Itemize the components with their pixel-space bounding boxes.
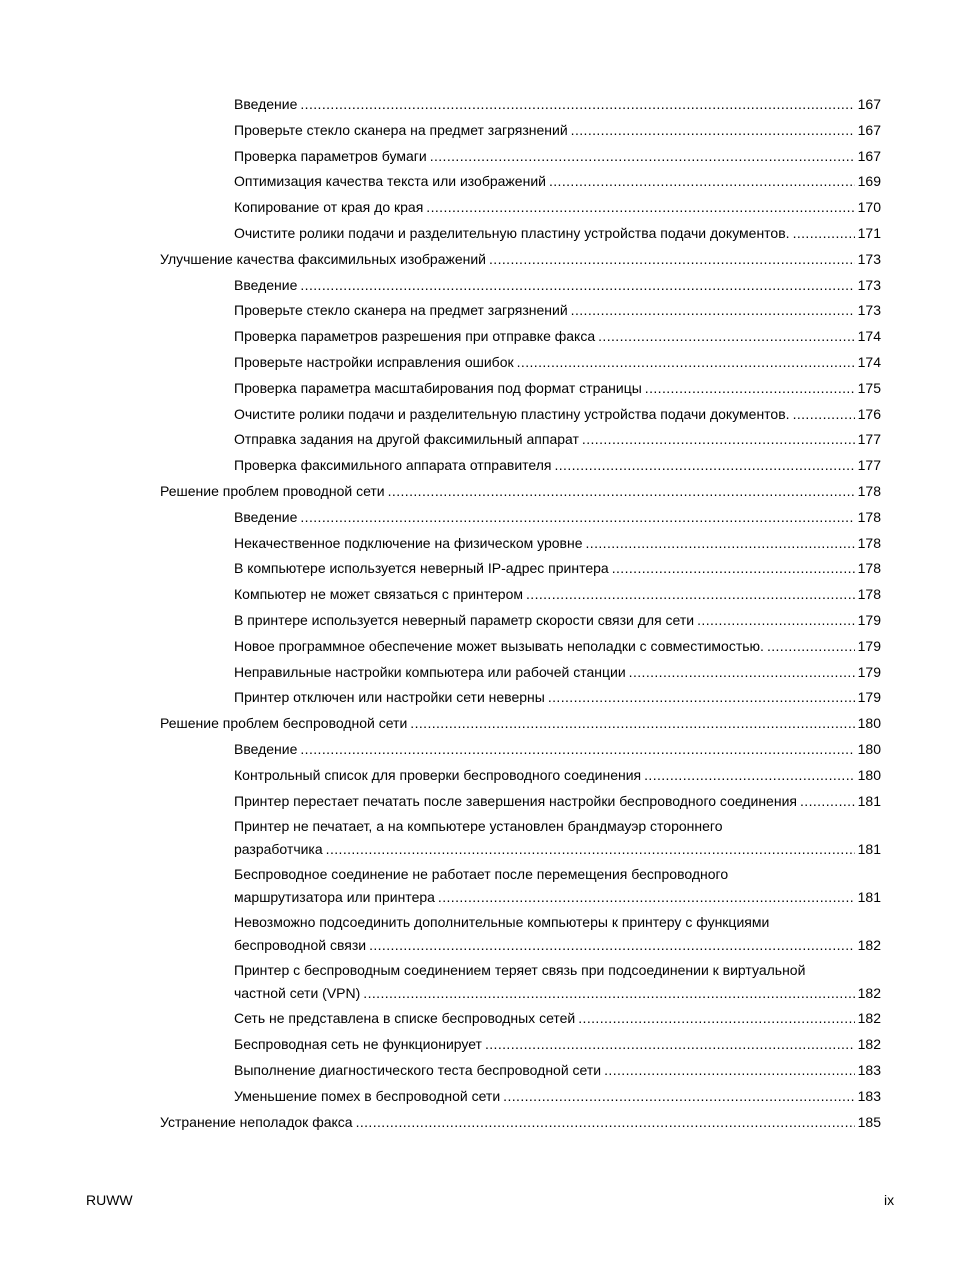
toc-entry — [0, 1007, 954, 1033]
toc-page-number: 174 — [857, 353, 881, 370]
toc-dot-leader — [793, 403, 855, 426]
toc-entry-title: Компьютер не может связаться с принтером — [234, 586, 523, 603]
toc-entry — [0, 428, 954, 454]
toc-entry — [0, 299, 954, 325]
toc-dot-leader — [793, 222, 855, 245]
toc-page-number: 180 — [857, 766, 881, 783]
toc-page-number: 177 — [857, 431, 881, 448]
toc-dot-leader — [426, 196, 854, 219]
toc-dot-leader — [369, 934, 855, 957]
toc-page-number: 182 — [857, 985, 881, 1002]
toc-entry-title: Проверьте стекло сканера на предмет загрязнений — [234, 121, 568, 138]
toc-page-number: 178 — [857, 482, 881, 499]
toc-dot-leader — [300, 274, 854, 297]
toc-entry — [0, 351, 954, 377]
toc-entry-title: Выполнение диагностического теста беспроводной сети — [234, 1061, 602, 1078]
toc-dot-leader — [326, 838, 855, 861]
toc-dot-leader — [800, 790, 855, 813]
toc-entry — [0, 815, 954, 863]
toc-entry — [0, 506, 954, 532]
toc-entry — [0, 377, 954, 403]
toc-entry — [0, 119, 954, 145]
toc-dot-leader — [645, 377, 855, 400]
toc-page-number: 178 — [857, 560, 881, 577]
toc-entry — [0, 170, 954, 196]
toc-entry-title-line1: Принтер не печатает, а на компьютере установлен брандмауэр стороннего — [234, 818, 723, 835]
toc-page-number: 169 — [857, 173, 881, 190]
toc-page-number: 178 — [857, 508, 881, 525]
footer-page-number: ix — [884, 1192, 895, 1208]
toc-dot-leader — [548, 686, 855, 709]
toc-entry-title: Улучшение качества факсимильных изображений — [160, 250, 487, 267]
toc-dot-leader — [430, 145, 855, 168]
toc-entry-title: Введение — [234, 276, 298, 293]
toc-entry-title: Неправильные настройки компьютера или рабочей станции — [234, 663, 626, 680]
toc-entry-title: Отправка задания на другой факсимильный аппарат — [234, 431, 579, 448]
toc-page-number: 183 — [857, 1061, 881, 1078]
toc-dot-leader — [485, 1033, 855, 1056]
toc-entry-title: Введение — [234, 96, 298, 112]
toc-entry — [0, 1111, 954, 1137]
toc-entry — [0, 403, 954, 429]
toc-entry — [0, 93, 954, 119]
toc-page-number: 175 — [857, 379, 881, 396]
toc-entry-title: Проверка параметра масштабирования под формат страницы — [234, 379, 642, 396]
toc-entry — [0, 863, 954, 911]
toc-entry — [0, 661, 954, 687]
toc-entry — [0, 764, 954, 790]
toc-dot-leader — [571, 299, 855, 322]
toc-entry-title-line1: Принтер с беспроводным соединением теряет связь при подсоединении к виртуальной — [234, 962, 806, 979]
toc-entry-title: Сеть не представлена в списке беспроводных сетей — [234, 1010, 576, 1027]
toc-page-number: 177 — [857, 457, 881, 474]
toc-entry-title: В принтере используется неверный параметр скорости связи для сети — [234, 611, 695, 628]
toc-page-number: 178 — [857, 534, 881, 551]
toc-page-number: 181 — [857, 889, 881, 906]
toc-entry-title: Оптимизация качества текста или изображений — [234, 173, 546, 190]
toc-dot-leader — [644, 764, 855, 787]
toc-page-number: 185 — [857, 1113, 881, 1130]
toc-entry — [0, 1033, 954, 1059]
toc-page-number: 167 — [857, 147, 881, 164]
toc-dot-leader — [578, 1007, 854, 1030]
toc-page-number: 182 — [857, 937, 881, 954]
toc-page-number: 170 — [857, 199, 881, 216]
toc-entry — [0, 686, 954, 712]
toc-page-number: 167 — [857, 96, 881, 112]
toc-entry-title: разработчика — [234, 841, 323, 858]
toc-dot-leader — [697, 609, 855, 632]
toc-entry-title: Устранение неполадок факса — [160, 1113, 353, 1130]
toc-dot-leader — [300, 738, 854, 761]
toc-entry — [0, 196, 954, 222]
toc-entry-title-line1: Невозможно подсоединить дополнительные компьютеры к принтеру с функциями — [234, 914, 770, 931]
toc-page-number: 179 — [857, 637, 881, 654]
toc-dot-leader — [612, 557, 855, 580]
toc-entry — [0, 557, 954, 583]
toc-entry — [0, 532, 954, 558]
toc-entry — [0, 790, 954, 816]
toc-entry-title: Новое программное обеспечение может вызывать неполадки с совместимостью. — [234, 637, 764, 654]
toc-entry — [0, 480, 954, 506]
toc-entry — [0, 274, 954, 300]
toc-page-number: 179 — [857, 689, 881, 706]
table-of-contents — [0, 93, 954, 1136]
toc-page-number: 182 — [857, 1036, 881, 1053]
toc-dot-leader — [598, 325, 855, 348]
toc-page-number: 179 — [857, 611, 881, 628]
toc-page-number: 180 — [857, 740, 881, 757]
toc-entry — [0, 145, 954, 171]
toc-entry — [0, 635, 954, 661]
toc-entry-title: Проверка параметров разрешения при отправке факса — [234, 328, 596, 345]
toc-entry — [0, 222, 954, 248]
toc-dot-leader — [300, 506, 854, 529]
toc-page-number: 181 — [857, 792, 881, 809]
toc-dot-leader — [571, 119, 855, 142]
toc-entry-title: Очистите ролики подачи и разделительную пластину устройства подачи документов. — [234, 405, 790, 422]
toc-page-number: 180 — [857, 715, 881, 732]
toc-entry — [0, 712, 954, 738]
toc-dot-leader — [489, 248, 855, 271]
toc-page-number: 178 — [857, 586, 881, 603]
toc-entry-title: Проверка параметров бумаги — [234, 147, 427, 164]
toc-dot-leader — [586, 532, 855, 555]
toc-entry — [0, 1059, 954, 1085]
toc-dot-leader — [526, 583, 855, 606]
toc-page-number: 167 — [857, 121, 881, 138]
toc-dot-leader — [300, 93, 854, 116]
toc-entry-title: Уменьшение помех в беспроводной сети — [234, 1087, 501, 1104]
toc-page-number: 173 — [857, 276, 881, 293]
toc-dot-leader — [517, 351, 855, 374]
toc-dot-leader — [388, 480, 855, 503]
toc-dot-leader — [629, 661, 855, 684]
toc-entry-title: Проверьте стекло сканера на предмет загрязнений — [234, 302, 568, 319]
toc-page-number: 181 — [857, 841, 881, 858]
toc-entry-title: беспроводной связи — [234, 937, 367, 954]
toc-dot-leader — [438, 886, 855, 909]
toc-entry-title-line1: Беспроводное соединение не работает после перемещения беспроводного — [234, 866, 729, 883]
toc-dot-leader — [604, 1059, 855, 1082]
toc-entry-title: Беспроводная сеть не функционирует — [234, 1036, 482, 1053]
toc-entry-title: Контрольный список для проверки беспроводного соединения — [234, 766, 642, 783]
toc-entry-title: В компьютере используется неверный IP-адрес принтера — [234, 560, 609, 577]
toc-entry-title: Некачественное подключение на физическом уровне — [234, 534, 583, 551]
toc-page-number: 182 — [857, 1010, 881, 1027]
toc-entry — [0, 959, 954, 1007]
toc-page-number: 173 — [857, 302, 881, 319]
toc-dot-leader — [554, 454, 854, 477]
toc-dot-leader — [549, 170, 855, 193]
toc-dot-leader — [582, 428, 855, 451]
toc-dot-leader — [503, 1085, 854, 1108]
toc-page-number: 173 — [857, 250, 881, 267]
footer-doc-code: RUWW — [86, 1192, 133, 1208]
toc-entry — [0, 738, 954, 764]
toc-entry-title: Решение проблем беспроводной сети — [160, 715, 408, 732]
toc-entry — [0, 583, 954, 609]
toc-page-number: 174 — [857, 328, 881, 345]
toc-entry — [0, 454, 954, 480]
toc-page-number: 171 — [857, 224, 881, 241]
toc-page-number: 179 — [857, 663, 881, 680]
toc-page-number: 183 — [857, 1087, 881, 1104]
toc-dot-leader — [356, 1111, 855, 1134]
toc-entry-title: маршрутизатора или принтера — [234, 889, 435, 906]
toc-dot-leader — [410, 712, 854, 735]
toc-entry-title: Принтер перестает печатать после завершения настройки беспроводного соединения — [234, 792, 797, 809]
toc-entry-title: Проверка факсимильного аппарата отправителя — [234, 457, 552, 474]
toc-entry-title: Очистите ролики подачи и разделительную пластину устройства подачи документов. — [234, 224, 790, 241]
toc-dot-leader — [363, 982, 854, 1005]
toc-entry-title: Проверьте настройки исправления ошибок — [234, 353, 514, 370]
toc-entry-title: частной сети (VPN) — [234, 985, 361, 1002]
toc-entry-title: Введение — [234, 508, 298, 525]
toc-page-number: 176 — [857, 405, 881, 422]
toc-entry-title: Решение проблем проводной сети — [160, 482, 385, 499]
toc-entry-title: Введение — [234, 740, 298, 757]
toc-entry — [0, 1085, 954, 1111]
toc-dot-leader — [767, 635, 855, 658]
toc-entry — [0, 911, 954, 959]
toc-entry — [0, 325, 954, 351]
toc-entry — [0, 248, 954, 274]
toc-entry-title: Принтер отключен или настройки сети неверны — [234, 689, 545, 706]
toc-entry-title: Копирование от края до края — [234, 199, 424, 216]
toc-entry — [0, 609, 954, 635]
